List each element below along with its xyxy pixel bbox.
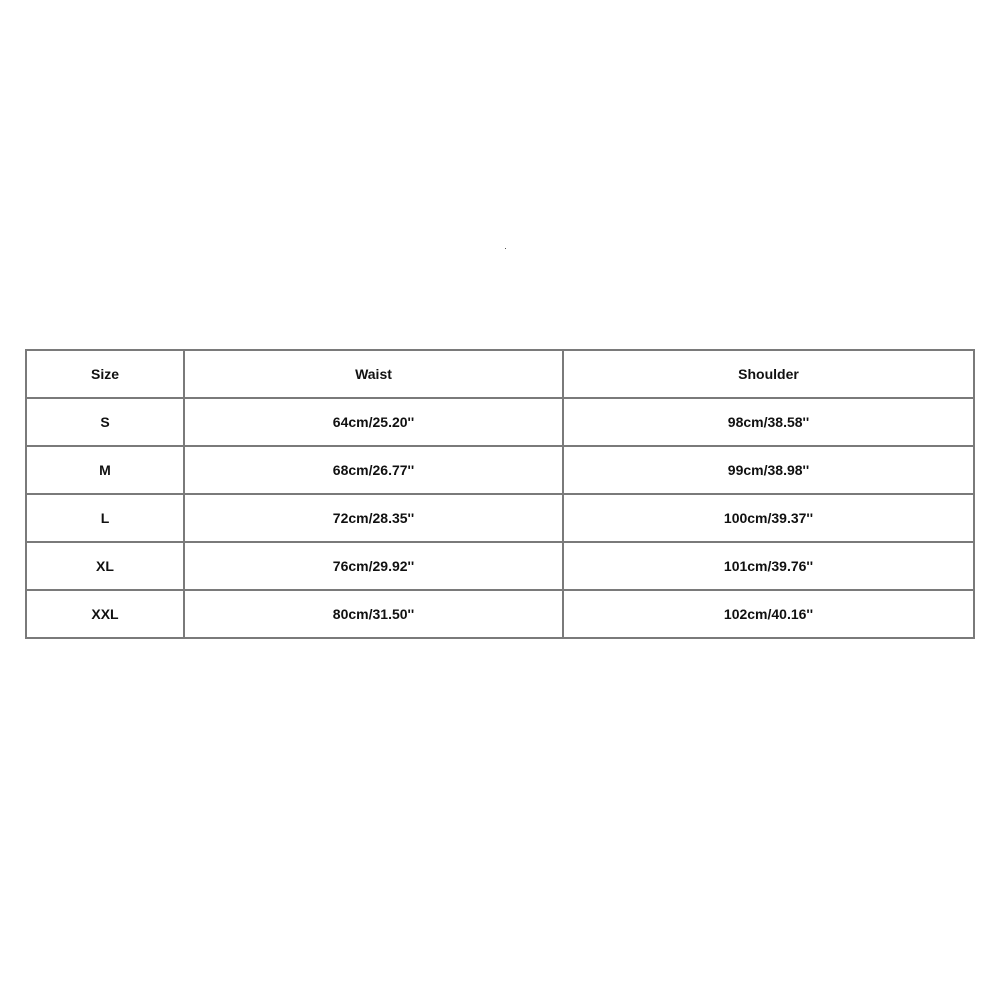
waist-cell: 64cm/25.20'' [184, 398, 563, 446]
header-waist: Waist [184, 350, 563, 398]
waist-cell: 72cm/28.35'' [184, 494, 563, 542]
waist-cell: 76cm/29.92'' [184, 542, 563, 590]
shoulder-cell: 98cm/38.58'' [563, 398, 974, 446]
size-cell: M [26, 446, 184, 494]
size-cell: XL [26, 542, 184, 590]
table-row [26, 446, 974, 494]
table-row [26, 494, 974, 542]
size-chart-table [25, 349, 975, 639]
shoulder-cell: 102cm/40.16'' [563, 590, 974, 638]
shoulder-cell: 101cm/39.76'' [563, 542, 974, 590]
table-row [26, 542, 974, 590]
table-row [26, 590, 974, 638]
stray-dot [505, 248, 506, 249]
header-shoulder: Shoulder [563, 350, 974, 398]
size-cell: XXL [26, 590, 184, 638]
waist-cell: 68cm/26.77'' [184, 446, 563, 494]
size-cell: S [26, 398, 184, 446]
table-row [26, 398, 974, 446]
shoulder-cell: 99cm/38.98'' [563, 446, 974, 494]
waist-cell: 80cm/31.50'' [184, 590, 563, 638]
header-row [26, 350, 974, 398]
size-cell: L [26, 494, 184, 542]
header-size: Size [26, 350, 184, 398]
shoulder-cell: 100cm/39.37'' [563, 494, 974, 542]
